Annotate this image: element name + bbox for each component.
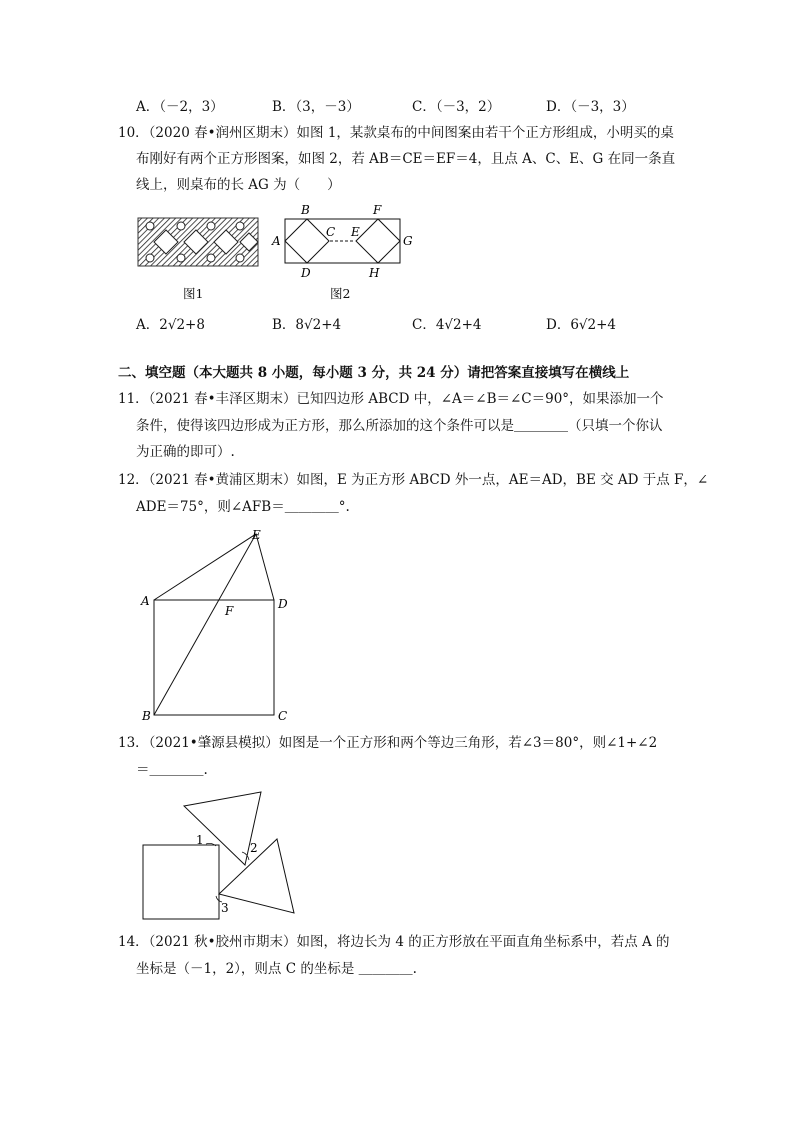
q12-point-b: B (142, 709, 151, 723)
q10-option-a: A．2√2+8 (136, 317, 205, 333)
q11-line-2: 条件，使得该四边形成为正方形，那么所添加的这个条件可以是＿＿＿＿（只填一个你认 (136, 418, 663, 434)
q13-figure (136, 784, 306, 924)
q9-option-b: B．（3，－3） (272, 99, 360, 115)
q13-line-1: 13．（2021•肇源县模拟）如图是一个正方形和两个等边三角形，若∠3＝80°，则∠1+∠2 (118, 735, 658, 751)
q12-point-f: F (225, 604, 234, 618)
q10-figure-2-caption: 图2 (330, 286, 351, 301)
q12-line-1: 12．（2021 春•黄浦区期末）如图，E 为正方形 ABCD 外一点，AE＝AD，BE 交 AD 于点 F，∠ (118, 472, 709, 488)
q11-line-3: 为正确的即可）. (136, 444, 235, 460)
q12-point-c: C (278, 709, 288, 723)
q10-fig2-point-c: C (326, 225, 336, 239)
q10-fig2-point-b: B (301, 203, 310, 217)
q10-option-d: D．6√2+4 (546, 317, 617, 333)
q13-angle-3: 3 (221, 901, 229, 915)
q9-option-a: A．（－2，3） (136, 99, 224, 115)
q11-line-1: 11．（2021 春•丰泽区期末）已知四边形 ABCD 中，∠A＝∠B＝∠C＝90°，如果添加一个 (118, 391, 664, 407)
q10-fig2-point-d: D (301, 266, 311, 280)
q12-point-e: E (252, 528, 261, 542)
q13-line-2: ＝＿＿＿＿. (136, 762, 208, 778)
q13-angle-2: 2 (250, 841, 258, 855)
q10-option-b: B．8√2+4 (272, 317, 342, 333)
q10-figure-1 (136, 212, 260, 272)
q14-line-2: 坐标是（－1，2），则点 C 的坐标是 ＿＿＿＿. (136, 961, 417, 977)
q10-fig2-point-g: G (403, 234, 413, 248)
q12-figure (136, 524, 306, 730)
q13-angle-1: 1 (196, 833, 204, 847)
q10-fig2-point-f: F (373, 203, 382, 217)
q10-option-c: C．4√2+4 (412, 317, 482, 333)
q10-figure-2 (268, 200, 418, 282)
q9-option-c: C．（－3，2） (412, 99, 501, 115)
q10-line-3: 线上，则桌布的长 AG 为（ ） (136, 177, 341, 193)
q10-figure-1-caption: 图1 (183, 286, 204, 301)
q12-point-a: A (141, 594, 150, 608)
q14-line-1: 14．（2021 秋•胶州市期末）如图，将边长为 4 的正方形放在平面直角坐标系中，若点 A 的 (118, 934, 670, 950)
q10-line-1: 10．（2020 春•润州区期末）如图 1，某款桌布的中间图案由若干个正方形组成，小明买的桌 (118, 125, 674, 141)
q10-fig2-point-a: A (272, 234, 281, 248)
q12-line-2: ADE＝75°，则∠AFB＝＿＿＿＿°. (136, 499, 350, 515)
section-2-heading: 二、填空题（本大题共 8 小题，每小题 3 分，共 24 分）请把答案直接填写在横线上 (118, 365, 630, 381)
q10-fig2-point-h: H (369, 266, 380, 280)
q9-option-d: D．（－3，3） (546, 99, 635, 115)
q10-fig2-point-e: E (351, 225, 360, 239)
q12-point-d: D (278, 597, 288, 611)
q10-line-2: 布刚好有两个正方形图案，如图 2，若 AB＝CE＝EF＝4，且点 A、C、E、G 在同一条直 (136, 151, 676, 167)
